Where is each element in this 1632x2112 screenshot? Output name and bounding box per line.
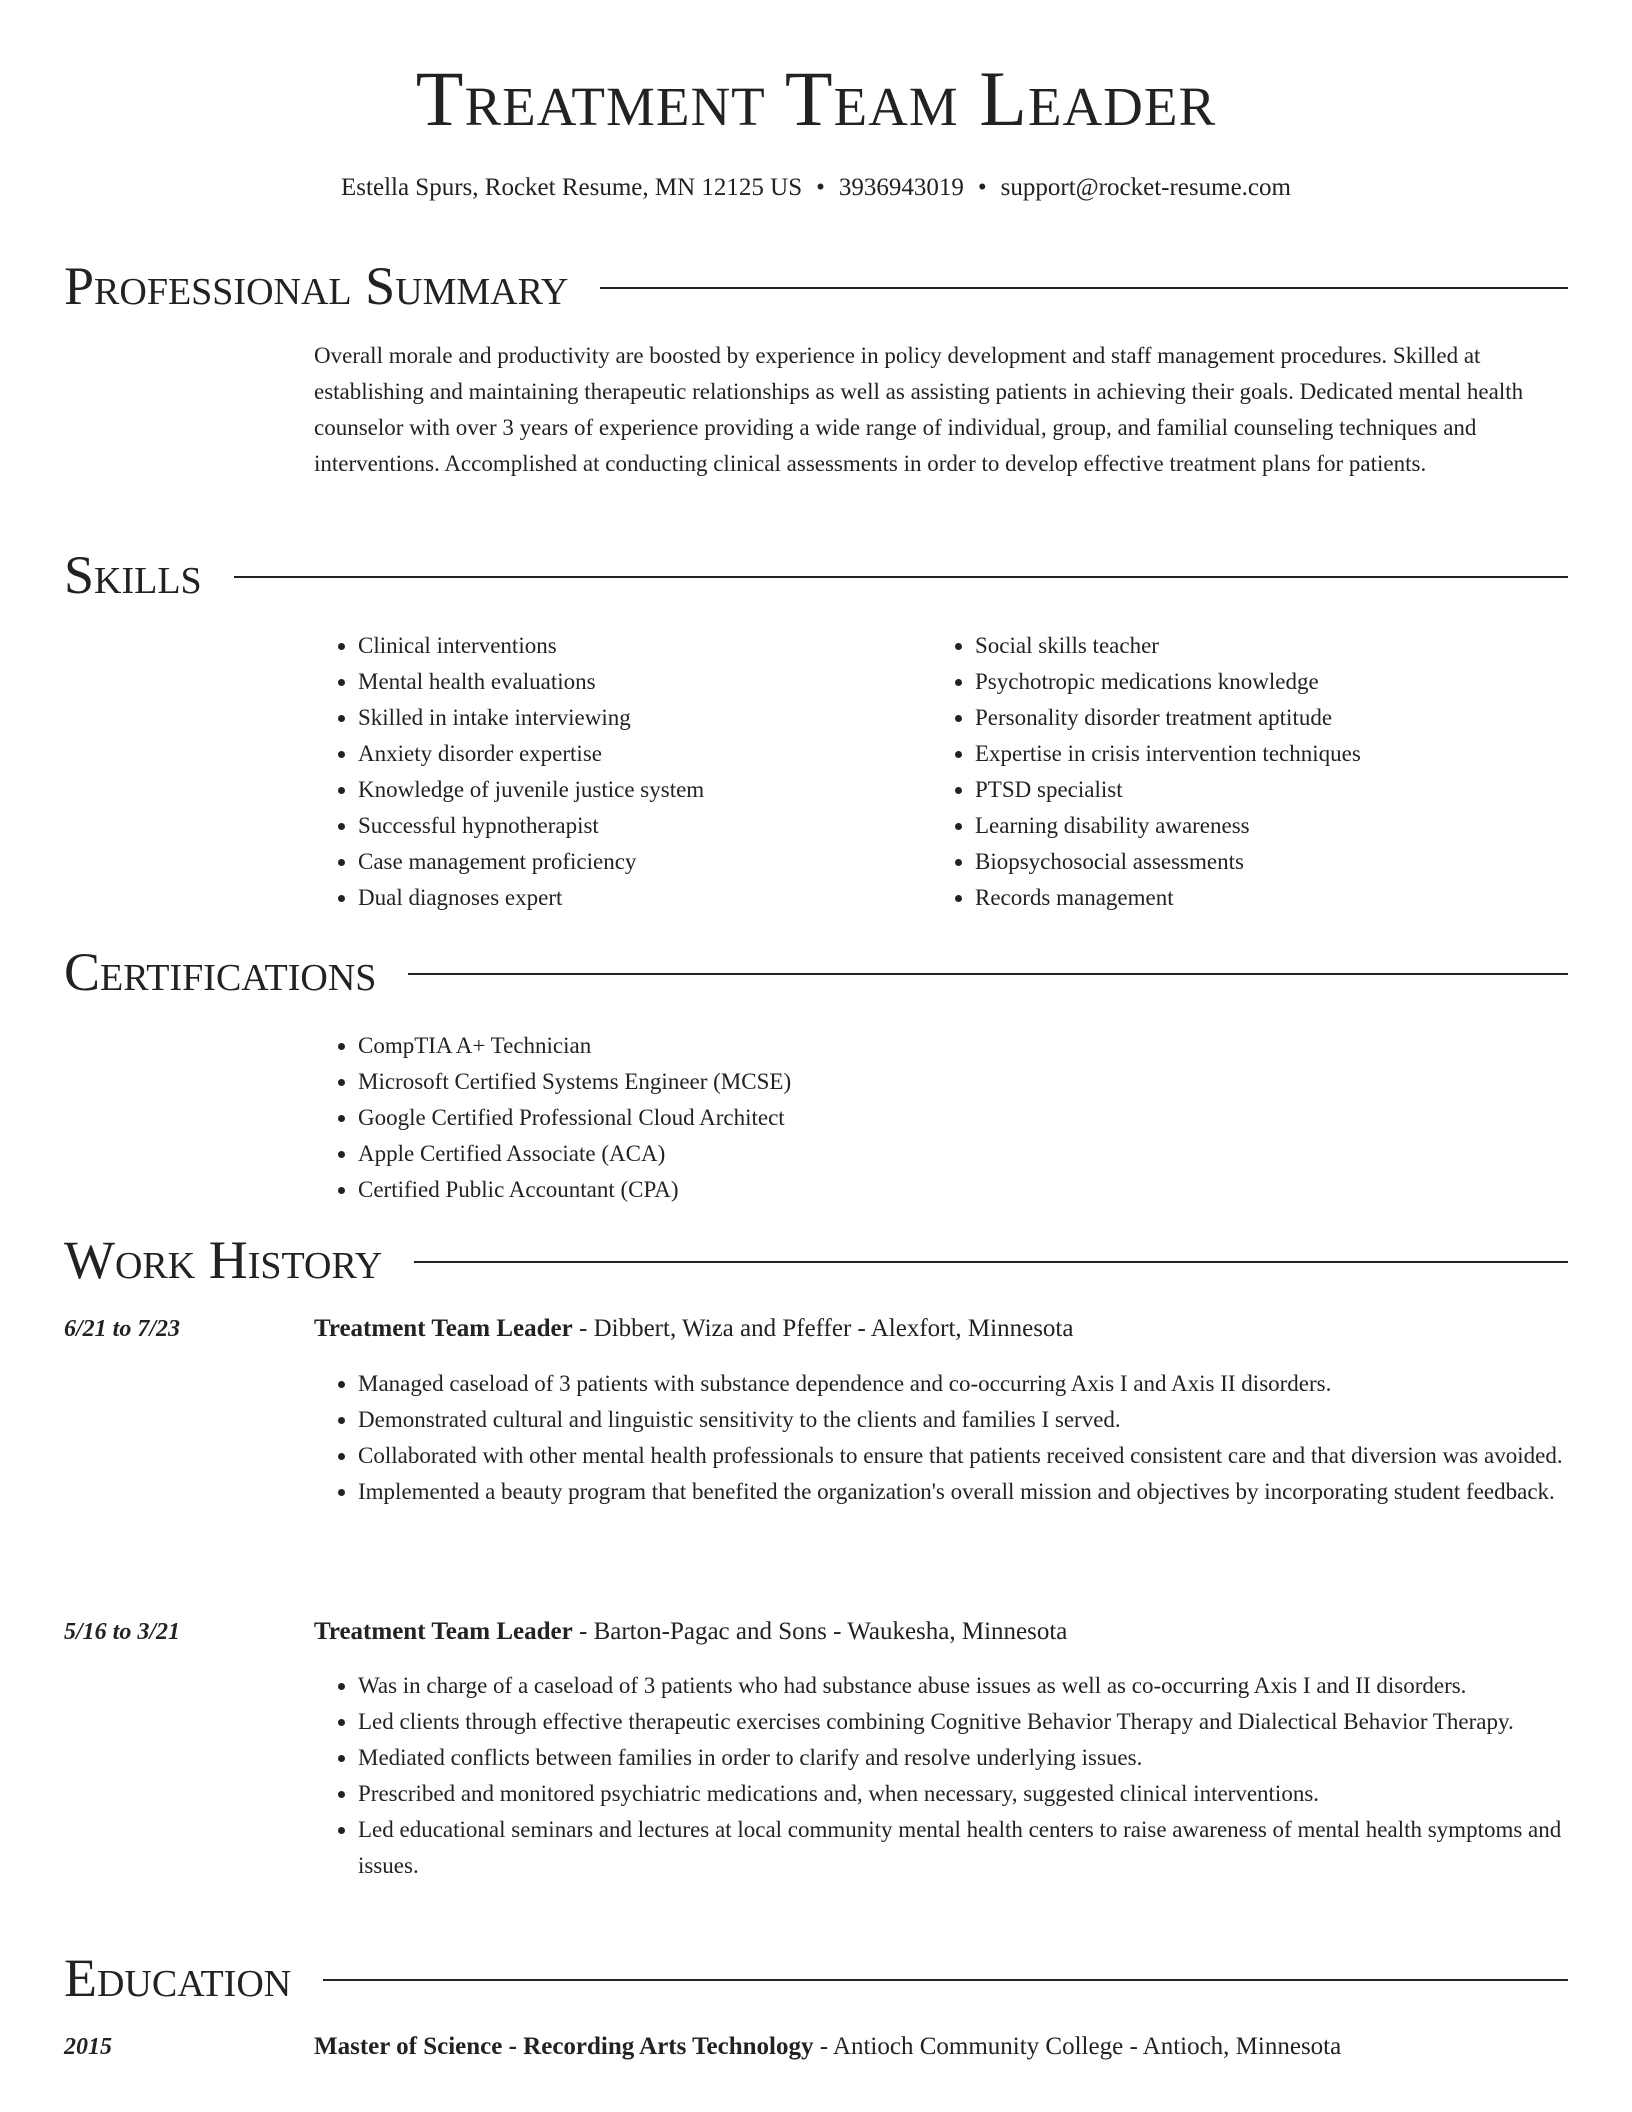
work-history-section-header bbox=[64, 1225, 1568, 1295]
certifications-section-header bbox=[64, 937, 1568, 1007]
job-responsibilities bbox=[314, 1668, 1568, 1884]
skill-item: • Personality disorder treatment aptitude bbox=[975, 700, 1548, 736]
job-role: Treatment Team Leader bbox=[314, 1315, 573, 1342]
skill-item: • Anxiety disorder expertise bbox=[358, 736, 931, 772]
job-bullet: • Collaborated with other mental health professionals to ensure that patients received consistent care and that diversion was avoided. bbox=[358, 1438, 1568, 1474]
job-bullet: • Was in charge of a caseload of 3 patients who had substance abuse issues as well as co-occurring Axis I and II disorders. bbox=[358, 1668, 1568, 1704]
certification-item: • Google Certified Professional Cloud Architect bbox=[358, 1100, 1568, 1136]
section-divider bbox=[408, 973, 1568, 975]
education-year: 2015 bbox=[64, 2034, 112, 2060]
contact-email: support@rocket-resume.com bbox=[1000, 174, 1291, 201]
skill-item: • Biopsychosocial assessments bbox=[975, 844, 1548, 880]
section-divider bbox=[414, 1261, 1568, 1263]
skill-item: • Successful hypnotherapist bbox=[358, 808, 931, 844]
skill-item: • Case management proficiency bbox=[358, 844, 931, 880]
section-divider bbox=[600, 287, 1568, 289]
certifications-heading: Certifications bbox=[64, 942, 377, 1002]
job-title-line bbox=[314, 1315, 1568, 1343]
skill-item: • Records management bbox=[975, 880, 1548, 916]
summary-section-header bbox=[64, 251, 1568, 321]
skill-item: • Learning disability awareness bbox=[975, 808, 1548, 844]
skill-item: • Knowledge of juvenile justice system bbox=[358, 772, 931, 808]
section-divider bbox=[234, 576, 1568, 578]
skill-item: • Mental health evaluations bbox=[358, 664, 931, 700]
education-school-location: - Antioch Community College - Antioch, Minnesota bbox=[813, 2033, 1342, 2060]
certification-item: • Apple Certified Associate (ACA) bbox=[358, 1136, 1568, 1172]
resume-title: Treatment Team Leader bbox=[415, 55, 1217, 142]
job-bullet: • Managed caseload of 3 patients with substance dependence and co-occurring Axis I and Axis II disorders. bbox=[358, 1366, 1568, 1402]
job-title-line bbox=[314, 1618, 1568, 1646]
education-line bbox=[314, 2033, 1568, 2061]
job-bullet: • Mediated conflicts between families in order to clarify and resolve underlying issues. bbox=[358, 1740, 1568, 1776]
job-dates: 5/16 to 3/21 bbox=[64, 1619, 181, 1645]
job-dates: 6/21 to 7/23 bbox=[64, 1316, 181, 1342]
contact-separator: • bbox=[816, 174, 825, 201]
contact-phone: 3936943019 bbox=[838, 174, 964, 201]
skill-item: • Clinical interventions bbox=[358, 628, 931, 664]
contact-separator: • bbox=[977, 174, 987, 201]
job-employer-location: - Dibbert, Wiza and Pfeffer - Alexfort, Minnesota bbox=[572, 1315, 1074, 1342]
skill-item: • Dual diagnoses expert bbox=[358, 880, 931, 916]
skills-columns bbox=[314, 628, 1568, 916]
contact-line bbox=[0, 174, 1632, 202]
skill-item: • Psychotropic medications knowledge bbox=[975, 664, 1548, 700]
job-employer-location: - Barton-Pagac and Sons - Waukesha, Minnesota bbox=[572, 1618, 1068, 1645]
summary-heading: Professional Summary bbox=[64, 256, 569, 316]
skill-item: • PTSD specialist bbox=[975, 772, 1548, 808]
skills-heading: Skills bbox=[64, 545, 202, 605]
certification-item: • CompTIA A+ Technician bbox=[358, 1028, 1568, 1064]
certifications-list bbox=[314, 1028, 1568, 1208]
education-section-header bbox=[64, 1943, 1568, 2013]
skills-section-header bbox=[64, 540, 1568, 610]
contact-address: Estella Spurs, Rocket Resume, MN 12125 US bbox=[341, 174, 803, 201]
certification-item: • Microsoft Certified Systems Engineer (MCSE) bbox=[358, 1064, 1568, 1100]
job-responsibilities bbox=[314, 1366, 1568, 1510]
job-bullet: • Implemented a beauty program that benefited the organization's overall mission and objectives by incorporating student feedback. bbox=[358, 1474, 1568, 1510]
certification-item: • Certified Public Accountant (CPA) bbox=[358, 1172, 1568, 1208]
job-bullet: • Led clients through effective therapeutic exercises combining Cognitive Behavior Therapy and Dialectical Behavior Therapy. bbox=[358, 1704, 1568, 1740]
education-degree: Master of Science - Recording Arts Technology bbox=[314, 2033, 814, 2060]
section-divider bbox=[323, 1979, 1568, 1981]
skills-column-right bbox=[931, 628, 1548, 916]
job-bullet: • Demonstrated cultural and linguistic sensitivity to the clients and families I served. bbox=[358, 1402, 1568, 1438]
skill-item: • Expertise in crisis intervention techniques bbox=[975, 736, 1548, 772]
work-history-heading: Work History bbox=[64, 1230, 383, 1290]
education-heading: Education bbox=[64, 1948, 292, 2008]
job-bullet: • Prescribed and monitored psychiatric medications and, when necessary, suggested clinical interventions. bbox=[358, 1776, 1568, 1812]
skill-item: • Skilled in intake interviewing bbox=[358, 700, 931, 736]
summary-text: Overall morale and productivity are boosted by experience in policy development and staff management procedures. Skilled at establishing and maintaining therapeutic relationships as well as assisting patients in achieving their goals. Dedicated mental health counselor with over 3 years of experience providing a wide range of individual, group, and familial counseling techniques and interventions. Accomplished at conducting clinical assessments in order to develop effective treatment plans for patients. bbox=[314, 343, 1524, 476]
job-bullet: • Led educational seminars and lectures at local community mental health centers to raise awareness of mental health symptoms and issues. bbox=[358, 1812, 1568, 1884]
skills-column-left bbox=[314, 628, 931, 916]
job-role: Treatment Team Leader bbox=[314, 1618, 573, 1645]
skill-item: • Social skills teacher bbox=[975, 628, 1548, 664]
